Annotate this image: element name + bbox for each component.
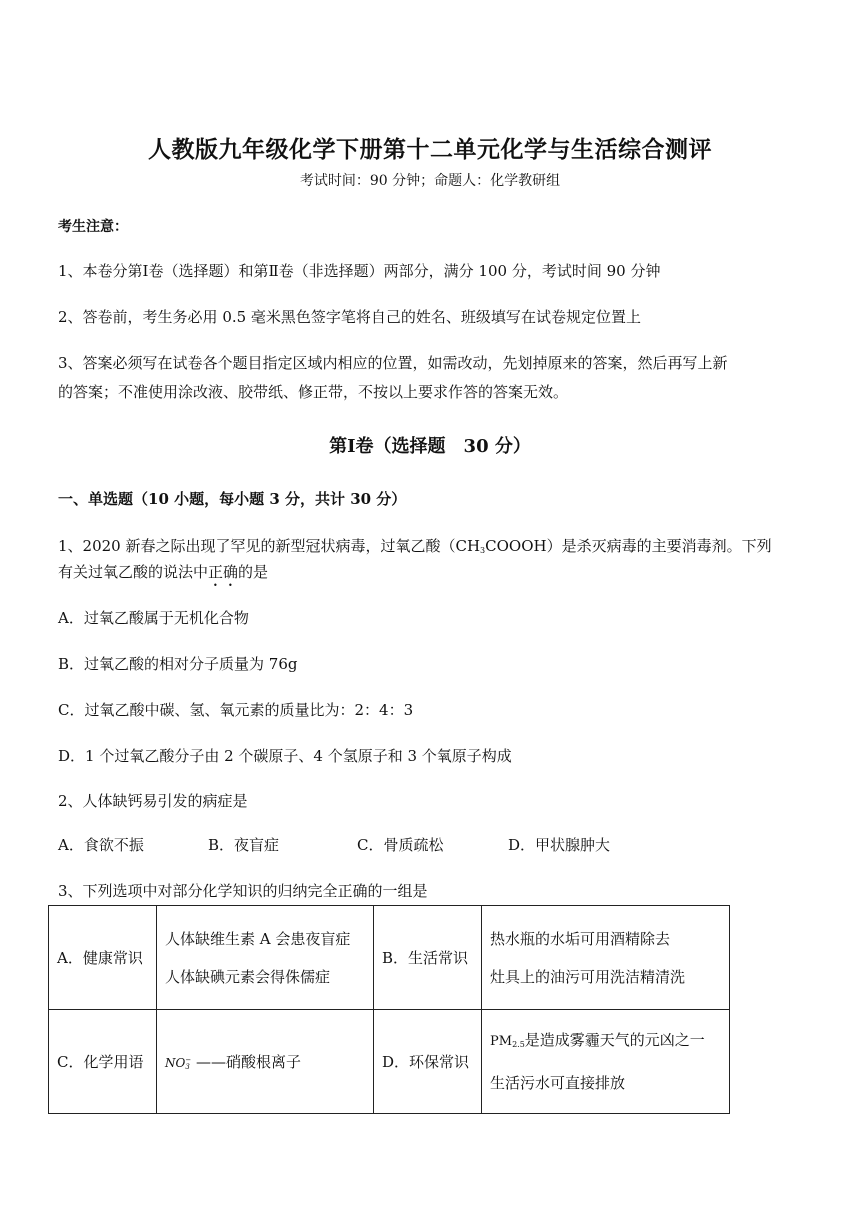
cell-a-content: 人体缺维生素 A 会患夜盲症 人体缺碘元素会得侏儒症: [157, 906, 374, 1010]
nitrate-formula: NO − 3: [165, 1055, 192, 1071]
q2-option-a: A．食欲不振: [58, 836, 144, 854]
q3-table: [48, 905, 730, 1114]
part-heading: 一、单选题（10 小题，每小题 3 分，共计 30 分）: [58, 490, 407, 508]
section-heading: 第Ⅰ卷（选择题 30 分）: [329, 436, 531, 457]
notice-item-1: 1、本卷分第Ⅰ卷（选择题）和第Ⅱ卷（非选择题）两部分，满分 100 分，考试时间 90 分钟: [58, 262, 661, 280]
q1-option-a: A．过氧乙酸属于无机化合物: [58, 609, 249, 627]
cell-b-label: B．生活常识: [374, 906, 482, 1010]
notice-item-3: 3、答案必须写在试卷各个题目指定区域内相应的位置，如需改动，先划掉原来的答案，然后再写上新: [58, 354, 728, 372]
q1-option-c: C．过氧乙酸中碳、氢、氧元素的质量比为：2：4：3: [58, 701, 414, 719]
q1-option-d: D．1 个过氧乙酸分子由 2 个碳原子、4 个氢原子和 3 个氧原子构成: [58, 747, 512, 765]
cell-c-label: C．化学用语: [49, 1010, 157, 1114]
notice-item-2: 2、答卷前，考生务必用 0.5 毫米黑色签字笔将自己的姓名、班级填写在试卷规定位置上: [58, 308, 641, 326]
q2-option-c: C．骨质疏松: [357, 836, 444, 854]
cell-a-label: A．健康常识: [49, 906, 157, 1010]
notice-heading: 考生注意：: [58, 219, 128, 235]
cell-d-label: D．环保常识: [374, 1010, 482, 1114]
q2-option-b: B．夜盲症: [208, 836, 280, 854]
cell-d-content: $PM_{2.5}$是造成雾霾天气的元凶之一 生活污水可直接排放: [482, 1010, 730, 1114]
q1-option-b: B．过氧乙酸的相对分子质量为 76g: [58, 655, 298, 673]
q1-stem-line2: 有关过氧乙酸的说法中正确的是: [58, 563, 269, 581]
table-row: [49, 1010, 730, 1114]
page-title: 人教版九年级化学下册第十二单元化学与生活综合测评: [148, 136, 712, 163]
q2-stem: 2、人体缺钙易引发的病症是: [58, 792, 248, 810]
table-row: [49, 906, 730, 1010]
q1-stem-line1: 1、2020 新春之际出现了罕见的新型冠状病毒，过氧乙酸$(CH_3COOOH)$是杀灭病毒的主要消毒剂。下列: [58, 537, 772, 555]
q3-stem: 3、下列选项中对部分化学知识的归纳完全正确的一组是: [58, 882, 428, 900]
cell-c-content: NO − 3 ——硝酸根离子: [157, 1010, 374, 1114]
exam-info: 考试时间：90 分钟；命题人：化学教研组: [299, 173, 561, 189]
emphasis-dots: 正确: [208, 563, 239, 581]
cell-b-content: 热水瓶的水垢可用酒精除去 灶具上的油污可用洗洁精清洗: [482, 906, 730, 1010]
notice-item-3-cont: 的答案；不准使用涂改液、胶带纸、修正带，不按以上要求作答的答案无效。: [58, 383, 569, 401]
q2-option-d: D．甲状腺肿大: [508, 836, 611, 854]
